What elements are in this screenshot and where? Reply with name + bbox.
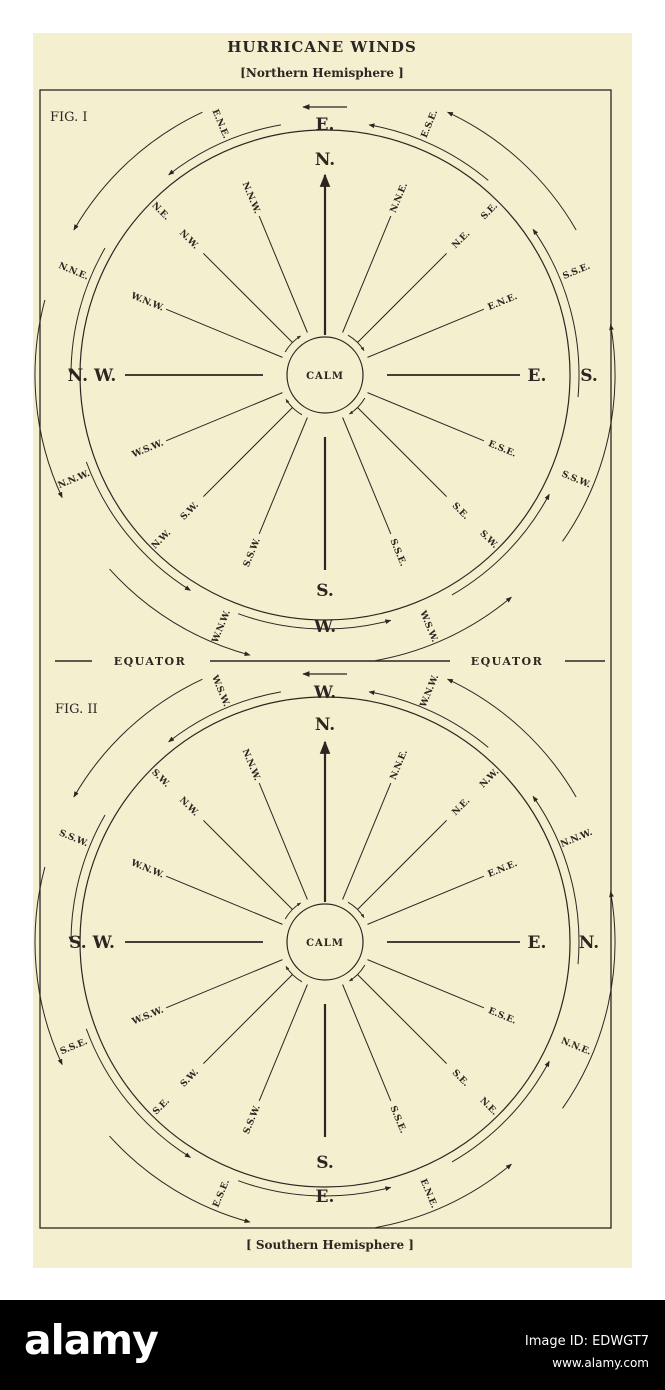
fig1-spoke bbox=[166, 309, 282, 357]
fig2-spoke bbox=[358, 820, 447, 909]
fig-1 bbox=[35, 107, 615, 661]
equator-label-left: EQUATOR bbox=[113, 655, 187, 668]
fig2-spoke bbox=[367, 960, 483, 1008]
fig-1-north: N. bbox=[314, 150, 336, 170]
fig-2-outer-top: W. bbox=[313, 683, 337, 703]
fig-1-east: E. bbox=[527, 366, 547, 386]
fig1-ring-label: W.S.W. bbox=[417, 609, 440, 644]
fig1-spoke-label: W.S.W. bbox=[130, 438, 166, 461]
fig2-ring-label: S.E. bbox=[151, 1096, 173, 1118]
fig2-spoke-label: W.S.W. bbox=[130, 1005, 166, 1028]
fig2-ring-label: E.S.E. bbox=[211, 1178, 233, 1210]
fig1-spoke bbox=[203, 253, 292, 342]
fig1-spoke bbox=[358, 253, 447, 342]
fig1-ring-label: S.E. bbox=[479, 201, 501, 223]
fig2-spoke bbox=[358, 975, 447, 1064]
fig2-circulation-arrow bbox=[375, 1164, 511, 1227]
fig1-spoke-label: N.N.E. bbox=[388, 181, 411, 215]
fig1-spoke-label: S.E. bbox=[449, 501, 471, 522]
fig2-circulation-arrow bbox=[448, 679, 577, 797]
site-url: www.alamy.com bbox=[552, 1356, 649, 1370]
fig1-calm-arrow bbox=[349, 398, 364, 414]
fig1-spoke-label: N.W. bbox=[176, 228, 201, 252]
fig2-spoke bbox=[166, 876, 282, 924]
fig1-ring-label: N.N.E. bbox=[56, 261, 90, 283]
figure-title: HURRICANE WINDS bbox=[227, 38, 417, 56]
fig-2-calm-label: CALM bbox=[306, 938, 344, 949]
fig2-ring-label: N.N.E. bbox=[559, 1036, 593, 1058]
fig-1-calm-label: CALM bbox=[306, 371, 344, 382]
fig1-ring-label: W.N.W. bbox=[210, 608, 234, 645]
fig-2-north: N. bbox=[314, 715, 336, 735]
fig1-circulation-arrow bbox=[449, 494, 549, 595]
fig2-spoke bbox=[259, 783, 307, 899]
fig2-calm-arrow bbox=[349, 965, 364, 981]
fig2-spoke bbox=[203, 975, 292, 1064]
fig1-spoke-label: E.N.E. bbox=[486, 291, 519, 313]
fig2-spoke-label: W.N.W. bbox=[129, 858, 166, 881]
southern-hemisphere-caption: [ Southern Hemisphere ] bbox=[246, 1238, 414, 1252]
fig1-spoke bbox=[343, 417, 391, 533]
fig1-ring-label: N.N.W. bbox=[56, 468, 92, 492]
fig2-ring-label: S.W. bbox=[149, 767, 172, 790]
fig1-circulation-arrow bbox=[86, 462, 190, 591]
fig1-spoke-label: W.N.W. bbox=[129, 291, 166, 314]
fig1-ring-label: N.E. bbox=[149, 200, 172, 223]
fig2-ring-label: N.E. bbox=[477, 1095, 500, 1118]
fig1-ring-label: S.S.E. bbox=[561, 261, 592, 282]
fig1-spoke bbox=[358, 408, 447, 497]
fig1-spoke bbox=[367, 309, 483, 357]
fig1-spoke bbox=[367, 393, 483, 441]
alamy-logo: alamy bbox=[24, 1316, 158, 1364]
fig1-spoke bbox=[259, 216, 307, 332]
fig2-ring-label: S.S.W. bbox=[57, 828, 90, 850]
fig2-spoke bbox=[367, 876, 483, 924]
fig1-spoke bbox=[343, 216, 391, 332]
fig1-spoke bbox=[259, 417, 307, 533]
northern-hemisphere-caption: [Northern Hemisphere ] bbox=[240, 66, 404, 80]
fig2-calm-arrow bbox=[285, 903, 300, 919]
fig2-spoke bbox=[343, 984, 391, 1100]
fig-1-label: FIG. I bbox=[50, 110, 88, 125]
fig-1-outer-right: S. bbox=[580, 366, 598, 386]
fig2-ring-label: N.W. bbox=[478, 767, 502, 791]
fig2-spoke bbox=[259, 984, 307, 1100]
fig-1-outer-top: E. bbox=[315, 115, 335, 135]
fig1-spoke-label: N.E. bbox=[450, 229, 473, 251]
fig1-spoke bbox=[166, 393, 282, 441]
fig-2-east: E. bbox=[527, 933, 547, 953]
fig1-ring-label: E.N.E. bbox=[209, 107, 231, 141]
fig-1-south: S. bbox=[316, 581, 334, 601]
fig1-spoke-label: E.S.E. bbox=[486, 439, 518, 460]
fig2-ring-label: N.N.W. bbox=[559, 827, 595, 850]
fig-1-outer-left: N. W. bbox=[67, 366, 117, 386]
fig1-circulation-arrow bbox=[375, 597, 511, 660]
fig2-circulation-arrow bbox=[86, 1029, 190, 1158]
fig1-circulation-arrow bbox=[35, 300, 62, 498]
fig2-spoke-label: N.N.W. bbox=[239, 747, 262, 783]
fig1-spoke-label: N.N.W. bbox=[239, 180, 262, 216]
fig2-ring-label: S.S.E. bbox=[58, 1036, 90, 1058]
fig-2-label: FIG. II bbox=[55, 702, 98, 717]
fig2-spoke-label: S.S.E. bbox=[387, 1104, 408, 1135]
fig1-calm-arrow bbox=[348, 335, 364, 350]
fig2-spoke-label: N.E. bbox=[450, 796, 473, 818]
fig2-spoke-label: N.W. bbox=[176, 795, 201, 819]
fig2-circulation-arrow bbox=[109, 1136, 249, 1222]
fig1-spoke-label: S.W. bbox=[178, 500, 201, 523]
fig1-spoke-label: S.S.W. bbox=[241, 536, 263, 569]
fig2-calm-arrow bbox=[286, 966, 302, 981]
fig1-spoke-label: S.S.E. bbox=[387, 537, 408, 568]
fig1-circulation-arrow bbox=[74, 112, 203, 230]
fig2-ring-label: E.N.E. bbox=[417, 1177, 439, 1210]
fig2-spoke-label: N.N.E. bbox=[388, 748, 411, 782]
fig2-spoke-label: S.E. bbox=[449, 1068, 471, 1089]
fig1-ring-label: E.S.E. bbox=[419, 108, 441, 140]
fig2-circulation-arrow bbox=[35, 867, 62, 1065]
fig1-calm-arrow bbox=[286, 399, 302, 414]
fig2-spoke-label: S.S.W. bbox=[241, 1103, 263, 1136]
fig2-spoke-label: E.S.E. bbox=[486, 1006, 518, 1027]
fig2-calm-arrow bbox=[348, 902, 364, 917]
fig-2-south: S. bbox=[316, 1153, 334, 1173]
fig2-circulation-arrow bbox=[449, 1061, 549, 1162]
fig2-circulation-arrow bbox=[74, 679, 203, 797]
fig1-circulation-arrow bbox=[448, 112, 577, 230]
fig1-ring-label: N.W. bbox=[150, 528, 174, 552]
fig-2-outer-left: S. W. bbox=[69, 933, 115, 953]
fig-2-outer-right: N. bbox=[578, 933, 600, 953]
fig2-circulation-arrow bbox=[563, 892, 615, 1109]
fig1-spoke bbox=[203, 408, 292, 497]
fig2-spoke bbox=[166, 960, 282, 1008]
fig-2-outer-bottom: E. bbox=[315, 1187, 335, 1207]
fig2-spoke bbox=[343, 783, 391, 899]
fig1-ring-label: S.W. bbox=[477, 528, 500, 551]
fig2-spoke bbox=[203, 820, 292, 909]
equator-label-right: EQUATOR bbox=[470, 655, 544, 668]
fig2-spoke-label: E.N.E. bbox=[486, 858, 519, 880]
fig2-spoke-label: S.W. bbox=[178, 1067, 201, 1090]
fig1-calm-arrow bbox=[285, 336, 300, 352]
fig-1-outer-bottom: W. bbox=[313, 617, 337, 637]
fig1-ring-label: S.S.W. bbox=[559, 469, 592, 491]
fig2-ring-label: W.N.W. bbox=[418, 673, 442, 709]
fig2-ring-label: W.S.W. bbox=[209, 673, 231, 709]
fig-2 bbox=[35, 673, 615, 1228]
image-id: Image ID: EDWGT7 bbox=[524, 1334, 649, 1349]
fig1-circulation-arrow bbox=[563, 325, 615, 542]
